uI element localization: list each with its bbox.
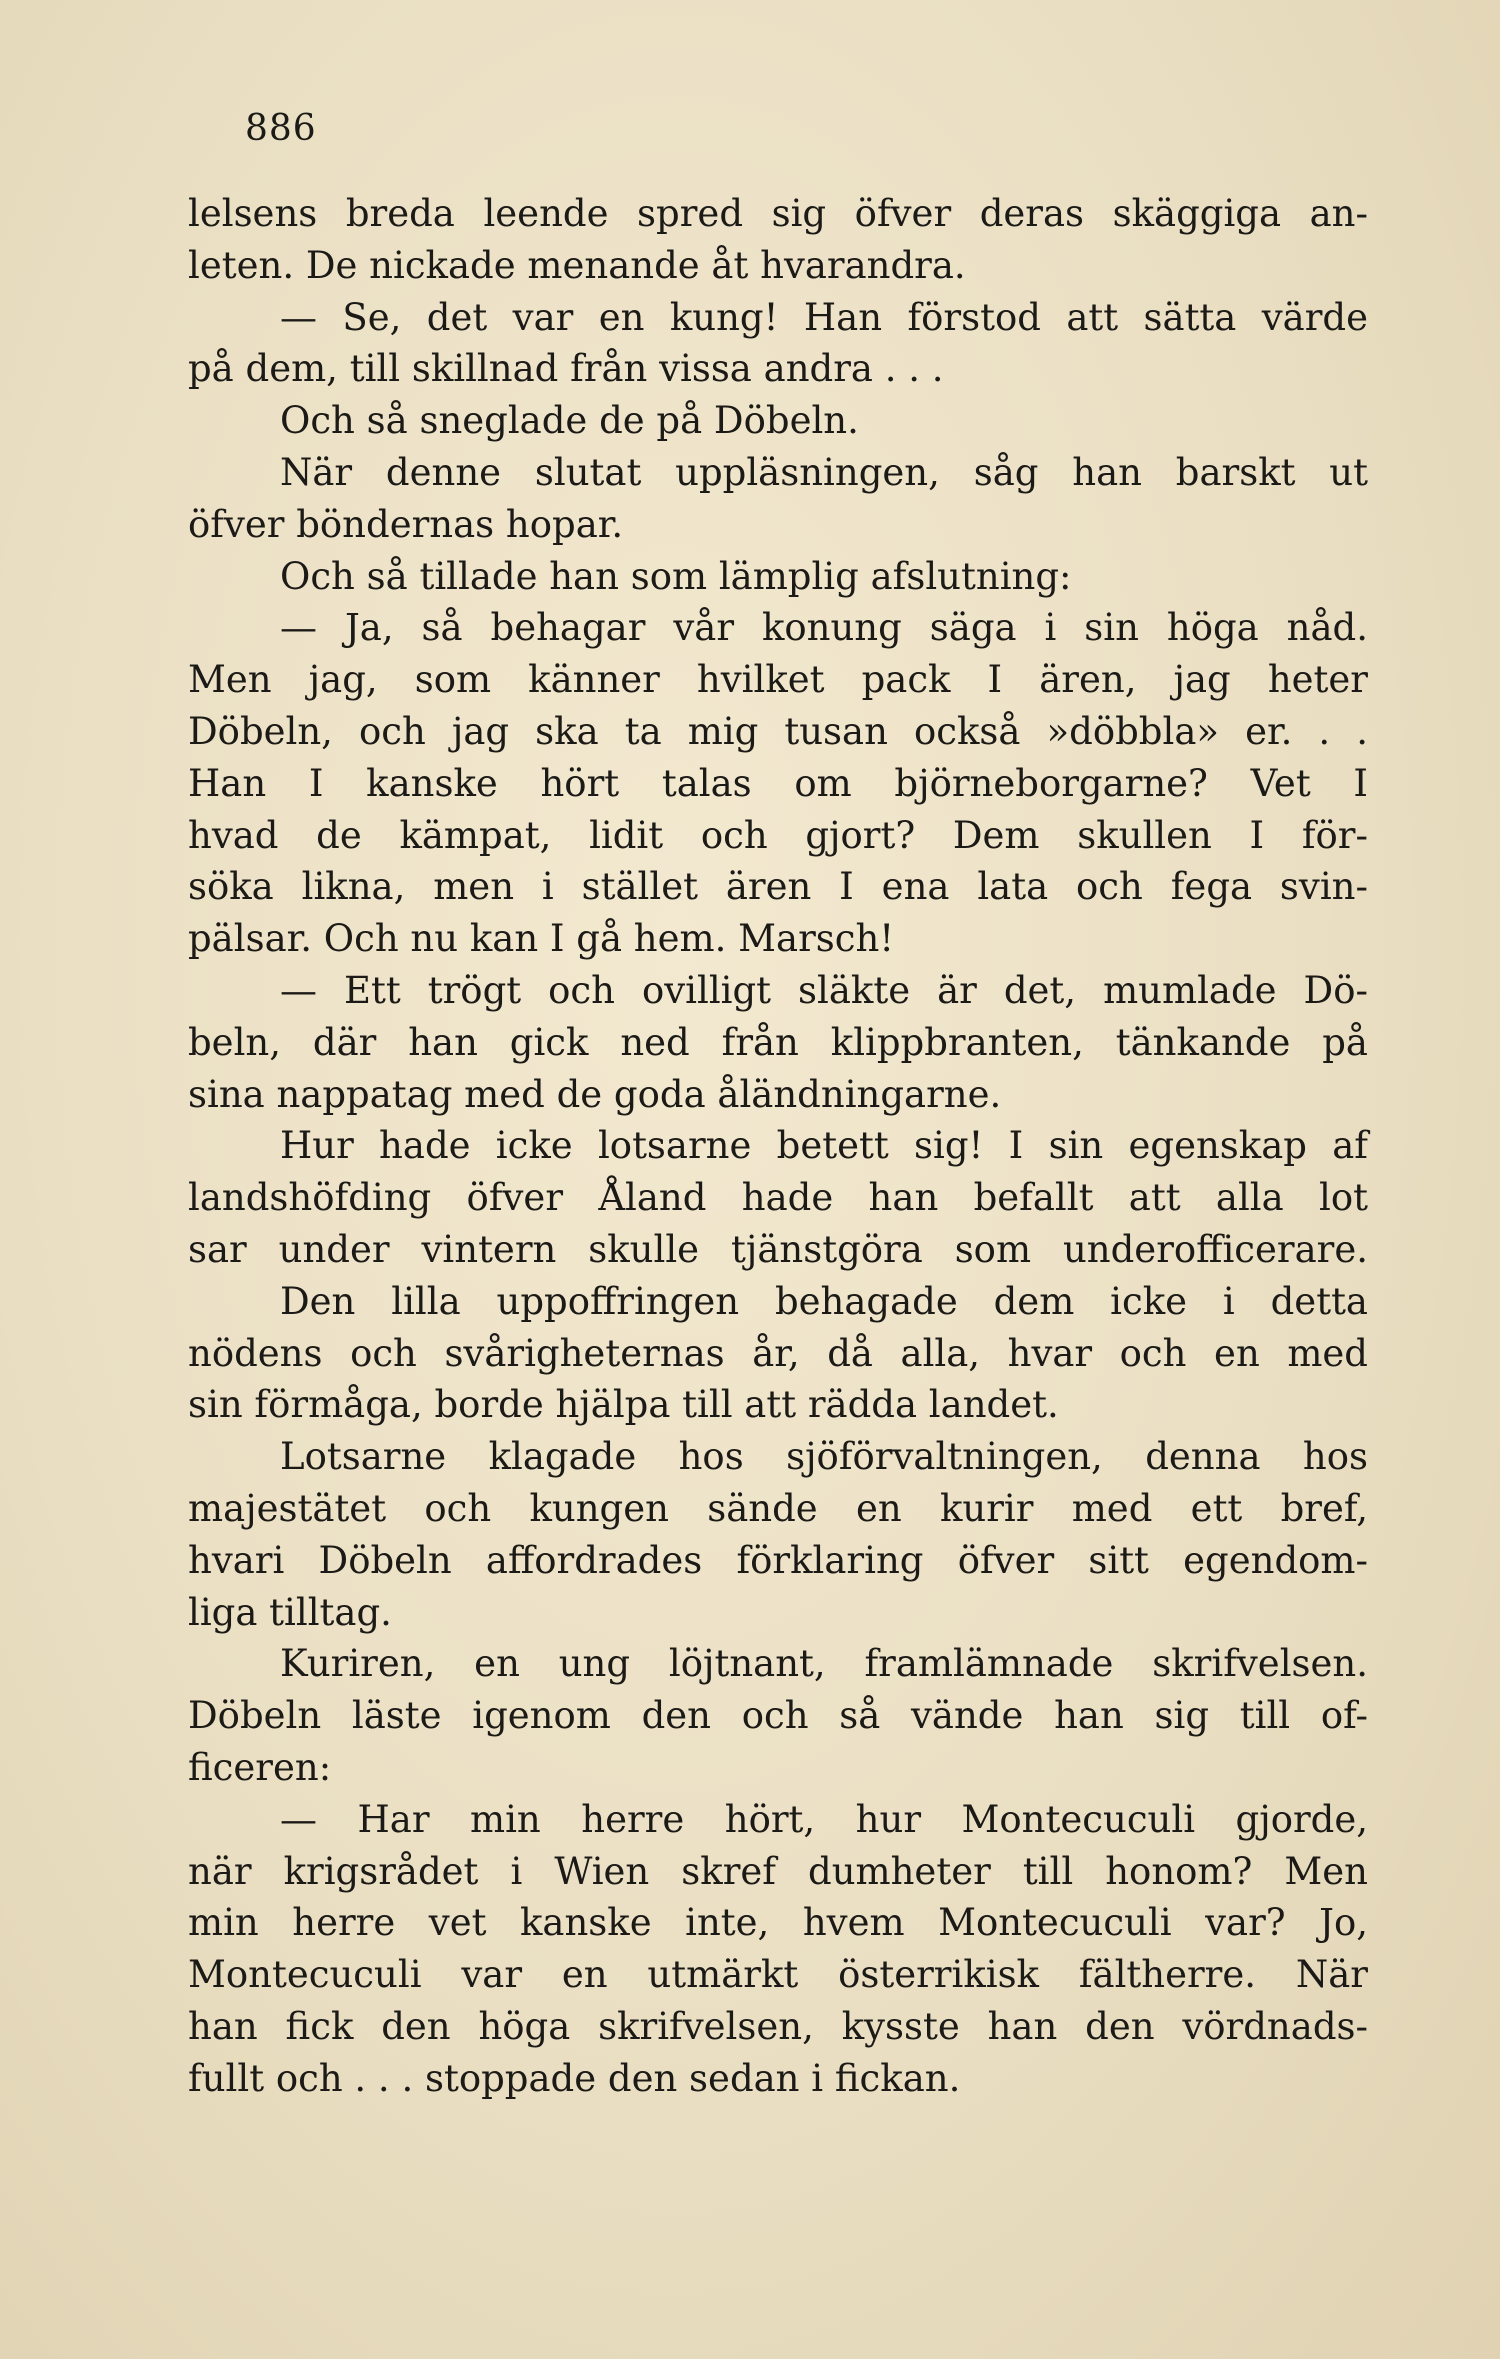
- text-line: — Se, det var en kung! Han förstod att sätta värde: [280, 295, 1368, 339]
- text-line: Montecuculi var en utmärkt österrikisk fältherre. När: [188, 1953, 1368, 1997]
- text-line: Döbeln läste igenom den och så vände han sig till of-: [188, 1694, 1368, 1738]
- text-line: Hur hade icke lotsarne betett sig! I sin egenskap af: [280, 1124, 1368, 1168]
- text-line: pälsar. Och nu kan I gå hem. Marsch!: [188, 917, 895, 961]
- text-line: majestätet och kungen sände en kurir med ett bref,: [188, 1486, 1368, 1530]
- text-line: ficeren:: [188, 1745, 332, 1789]
- text-line: öfver böndernas hopar.: [188, 502, 624, 546]
- text-line: Och så tillade han som lämplig afslutning:: [280, 554, 1072, 598]
- text-line: söka likna, men i stället ären I ena lata och fega svin-: [188, 865, 1368, 909]
- text-line: beln, där han gick ned från klippbranten, tänkande på: [188, 1020, 1368, 1064]
- text-line: hvad de kämpat, lidit och gjort? Dem skullen I för-: [188, 813, 1368, 857]
- text-line: fullt och . . . stoppade den sedan i fickan.: [188, 2056, 961, 2100]
- text-line: Kuriren, en ung löjtnant, framlämnade skrifvelsen.: [280, 1642, 1368, 1686]
- text-line: sar under vintern skulle tjänstgöra som underofficerare.: [188, 1227, 1368, 1271]
- text-line: — Ja, så behagar vår konung säga i sin höga nåd.: [280, 606, 1368, 650]
- page-number: 886: [245, 108, 317, 149]
- text-line: Den lilla uppoffringen behagade dem icke i detta: [280, 1279, 1368, 1323]
- text-line: — Ett trögt och ovilligt släkte är det, mumlade Dö-: [280, 968, 1368, 1012]
- text-line: när krigsrådet i Wien skref dumheter till honom? Men: [188, 1849, 1368, 1893]
- text-line: Han I kanske hört talas om björneborgarne? Vet I: [188, 761, 1368, 805]
- text-line: lelsens breda leende spred sig öfver deras skäggiga an-: [188, 192, 1368, 235]
- text-line: han fick den höga skrifvelsen, kysste han den vördnads-: [188, 2004, 1368, 2048]
- text-line: nödens och svårigheternas år, då alla, hvar och en med: [188, 1331, 1368, 1375]
- text-line: sina nappatag med de goda åländningarne.: [188, 1072, 1002, 1116]
- text-line: Döbeln, och jag ska ta mig tusan också »döbbla» er. . .: [188, 709, 1368, 753]
- text-line: Lotsarne klagade hos sjöförvaltningen, denna hos: [280, 1435, 1368, 1479]
- text-line: min herre vet kanske inte, hvem Montecuculi var? Jo,: [188, 1901, 1368, 1945]
- text-line: Men jag, som känner hvilket pack I ären, jag heter: [188, 658, 1368, 702]
- text-line: liga tilltag.: [188, 1590, 392, 1634]
- text-line: leten. De nickade menande åt hvarandra.: [188, 243, 966, 287]
- text-line: Och så sneglade de på Döbeln.: [280, 399, 859, 443]
- text-line: landshöfding öfver Åland hade han befallt att alla lot: [188, 1176, 1368, 1220]
- text-line: på dem, till skillnad från vissa andra . . .: [188, 347, 944, 391]
- body-text: [188, 188, 1368, 2104]
- text-line: — Har min herre hört, hur Montecuculi gjorde,: [280, 1797, 1368, 1841]
- text-line: sin förmåga, borde hjälpa till att rädda landet.: [188, 1383, 1059, 1427]
- text-line: hvari Döbeln affordrades förklaring öfver sitt egendom-: [188, 1538, 1368, 1582]
- text-line: När denne slutat uppläsningen, såg han barskt ut: [280, 450, 1368, 494]
